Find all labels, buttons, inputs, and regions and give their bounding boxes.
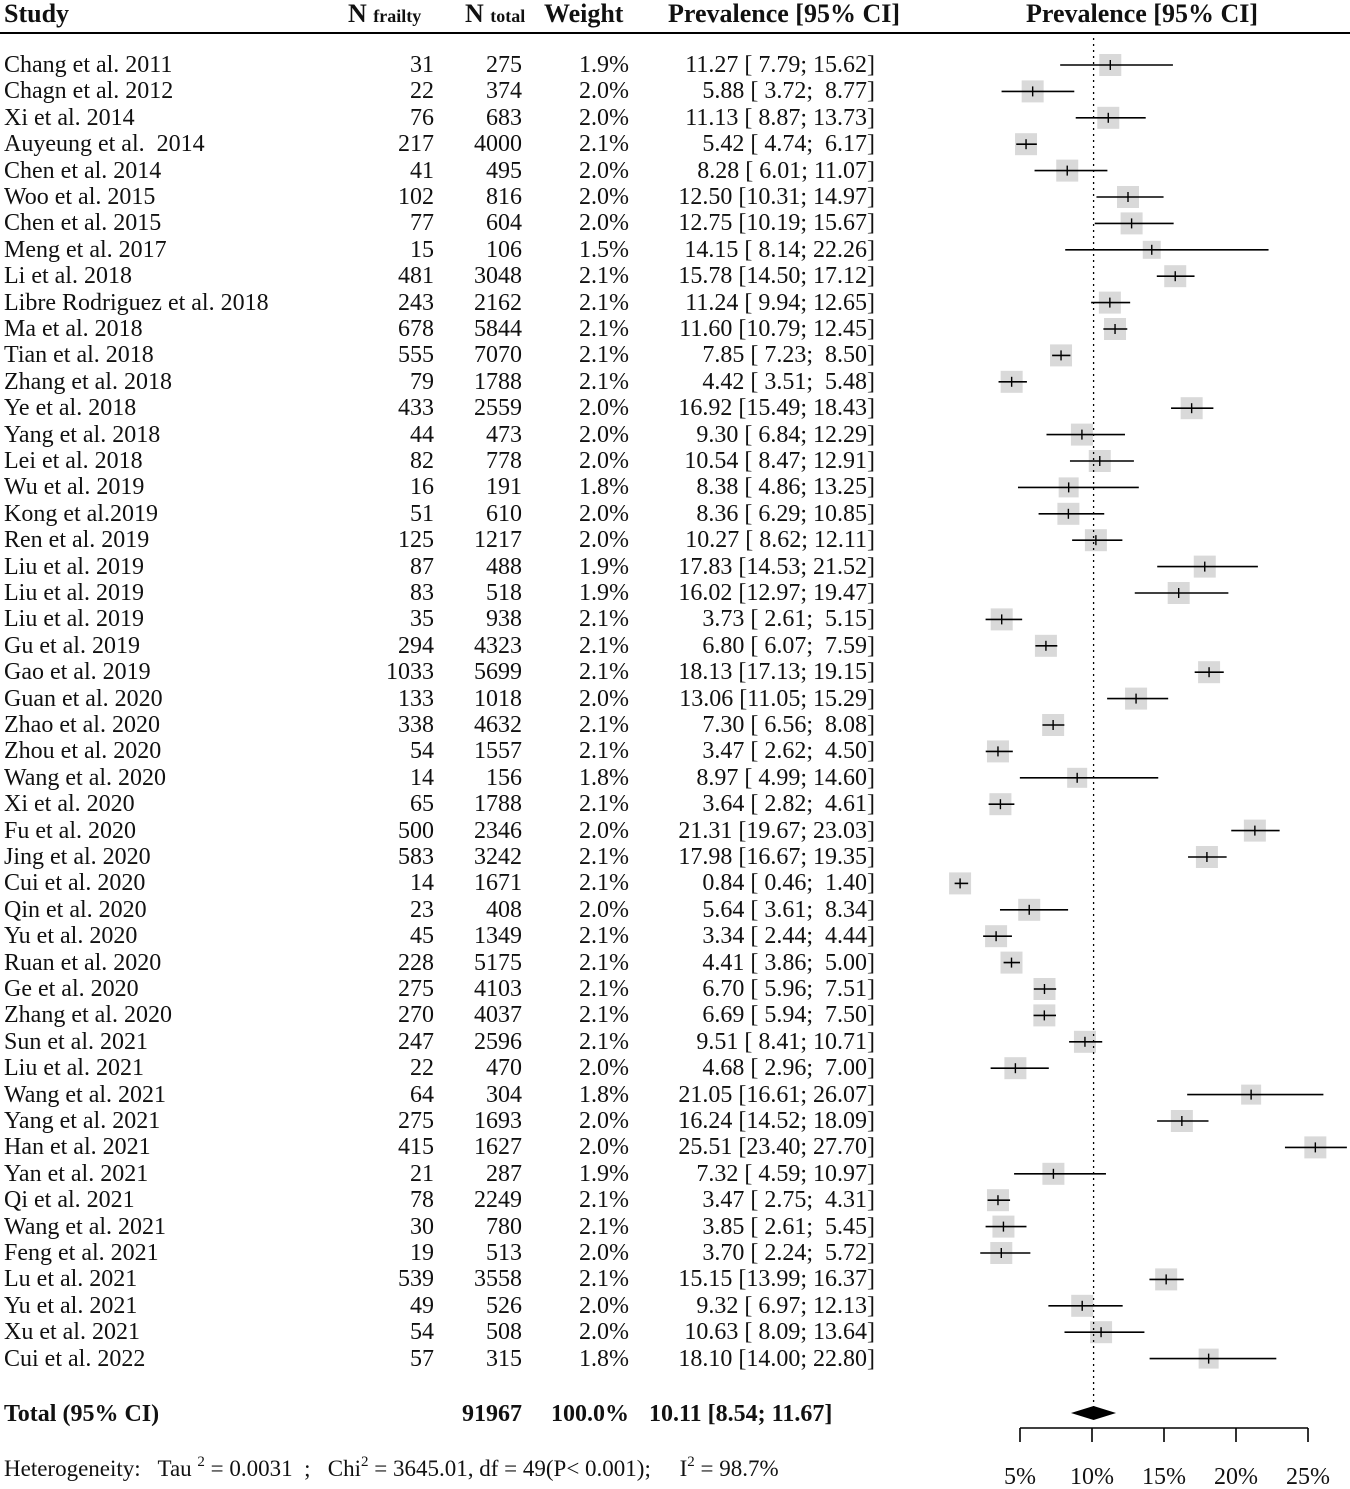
weight: 1.9% [579, 553, 629, 580]
n-total: 513 [486, 1240, 522, 1266]
study-name: Gu et al. 2019 [4, 632, 140, 659]
n-total: 488 [486, 553, 522, 580]
n-total: 938 [486, 606, 522, 633]
weight: 2.0% [579, 1319, 629, 1346]
study-name: Meng et al. 2017 [4, 236, 167, 263]
x-tick-label: 20% [1214, 1464, 1258, 1489]
n-frailty: 555 [398, 342, 434, 369]
weight: 2.1% [579, 1187, 629, 1214]
header-n-frailty-main: N [348, 0, 367, 28]
n-frailty: 16 [410, 474, 434, 501]
study-name: Lu et al. 2021 [4, 1266, 138, 1293]
n-frailty: 45 [410, 923, 434, 950]
weight: 1.8% [579, 1345, 629, 1372]
prevalence-ci: 15.78 [14.50; 17.12] [678, 263, 875, 290]
n-total: 287 [486, 1160, 522, 1187]
prevalence-ci: 15.15 [13.99; 16.37] [678, 1266, 875, 1293]
weight: 2.1% [579, 923, 629, 950]
study-name: Fu et al. 2020 [4, 817, 136, 844]
n-frailty: 65 [410, 791, 434, 818]
weight: 2.1% [579, 632, 629, 659]
n-frailty: 133 [398, 685, 434, 712]
study-name: Libre Rodriguez et al. 2018 [4, 289, 269, 316]
total-ci: 10.11 [8.54; 11.67] [649, 1401, 833, 1427]
weight: 1.5% [579, 236, 629, 263]
het-tau-sup: 2 [197, 1454, 205, 1470]
weight: 2.1% [579, 316, 629, 342]
n-total: 3558 [474, 1266, 522, 1293]
header-n-total-sub: total [490, 6, 526, 26]
weight: 2.1% [579, 870, 629, 897]
weight: 2.1% [579, 949, 629, 976]
prevalence-ci: 8.97 [ 4.99; 14.60] [696, 764, 875, 791]
weight: 2.1% [579, 712, 629, 738]
n-total: 2596 [474, 1028, 522, 1055]
header-n-frailty-sub: frailty [373, 6, 422, 26]
prevalence-ci: 5.42 [ 4.74; 6.17] [702, 131, 875, 158]
het-chi-label: Chi [327, 1456, 362, 1481]
n-frailty: 228 [398, 949, 434, 976]
n-total: 1693 [474, 1108, 522, 1134]
total-n: 91967 [462, 1401, 522, 1427]
prevalence-ci: 21.05 [16.61; 26.07] [678, 1081, 875, 1108]
prevalence-ci: 3.34 [ 2.44; 4.44] [702, 923, 875, 950]
prevalence-ci: 10.27 [ 8.62; 12.11] [685, 527, 875, 554]
n-total: 2346 [474, 817, 522, 844]
n-frailty: 79 [410, 368, 434, 395]
total-weight: 100.0% [551, 1401, 629, 1427]
study-name: Zhou et al. 2020 [4, 738, 162, 765]
study-name: Chen et al. 2015 [4, 210, 162, 237]
n-frailty: 82 [410, 448, 434, 474]
weight: 2.0% [579, 104, 629, 131]
study-name: Yang et al. 2021 [4, 1108, 161, 1134]
summary-diamond [1071, 1406, 1116, 1420]
weight: 2.0% [579, 1240, 629, 1266]
prevalence-ci: 3.47 [ 2.75; 4.31] [702, 1187, 875, 1214]
n-frailty: 64 [410, 1081, 434, 1108]
het-i-sup: 2 [687, 1454, 695, 1470]
n-total: 778 [486, 448, 522, 474]
prevalence-ci: 25.51 [23.40; 27.70] [678, 1134, 875, 1161]
n-frailty: 49 [410, 1292, 434, 1319]
weight: 2.1% [579, 1002, 629, 1029]
n-frailty: 35 [410, 606, 434, 633]
study-name: Yan et al. 2021 [4, 1160, 149, 1187]
study-name: Cui et al. 2020 [4, 870, 146, 897]
weight: 2.1% [579, 659, 629, 686]
n-frailty: 433 [398, 395, 434, 422]
study-name: Qin et al. 2020 [4, 896, 147, 923]
weight: 2.0% [579, 448, 629, 474]
study-name: Guan et al. 2020 [4, 685, 163, 712]
prevalence-ci: 12.75 [10.19; 15.67] [678, 210, 875, 237]
x-tick-label: 15% [1142, 1464, 1186, 1489]
n-frailty: 54 [410, 738, 434, 765]
n-total: 1018 [474, 685, 522, 712]
n-total: 5699 [474, 659, 522, 686]
study-name: Zhang et al. 2020 [4, 1002, 172, 1029]
study-name: Jing et al. 2020 [4, 844, 151, 870]
n-total: 106 [486, 236, 522, 263]
prevalence-ci: 0.84 [ 0.46; 1.40] [702, 870, 875, 897]
study-name: Wang et al. 2021 [4, 1081, 167, 1108]
weight: 2.1% [579, 791, 629, 818]
n-total: 2559 [474, 395, 522, 422]
n-frailty: 22 [410, 1055, 434, 1082]
weight: 2.0% [579, 896, 629, 923]
prevalence-ci: 16.02 [12.97; 19.47] [678, 580, 875, 606]
study-name: Kong et al.2019 [4, 500, 158, 527]
n-total: 1788 [474, 368, 522, 395]
study-name: Feng et al. 2021 [4, 1240, 159, 1266]
prevalence-ci: 3.85 [ 2.61; 5.45] [702, 1213, 875, 1240]
x-tick-label: 10% [1070, 1464, 1114, 1489]
weight: 2.0% [579, 527, 629, 554]
het-i-label: I [679, 1456, 688, 1481]
weight: 2.1% [579, 606, 629, 633]
n-total: 2162 [474, 289, 522, 316]
study-name: Wang et al. 2021 [4, 1213, 167, 1240]
weight: 1.8% [579, 1081, 629, 1108]
prevalence-ci: 5.64 [ 3.61; 8.34] [702, 896, 875, 923]
weight: 2.0% [579, 78, 629, 105]
n-total: 1671 [474, 870, 522, 897]
weight: 2.1% [579, 738, 629, 765]
n-total: 374 [486, 78, 522, 105]
n-frailty: 294 [398, 632, 434, 659]
n-frailty: 30 [410, 1213, 434, 1240]
prevalence-ci: 4.41 [ 3.86; 5.00] [702, 949, 875, 976]
study-name: Li et al. 2018 [4, 263, 132, 290]
weight: 2.1% [579, 844, 629, 870]
n-total: 4000 [474, 131, 522, 158]
prevalence-ci: 9.32 [ 6.97; 12.13] [696, 1292, 875, 1319]
plot-header: Prevalence [95% CI] [1026, 0, 1259, 28]
weight: 2.1% [579, 131, 629, 158]
prevalence-ci: 6.80 [ 6.07; 7.59] [702, 632, 875, 659]
prevalence-ci: 16.24 [14.52; 18.09] [678, 1108, 875, 1134]
prevalence-ci: 4.68 [ 2.96; 7.00] [702, 1055, 875, 1082]
weight: 2.0% [579, 685, 629, 712]
n-total: 1788 [474, 791, 522, 818]
weight: 2.0% [579, 1134, 629, 1161]
x-tick-label: 5% [1004, 1464, 1036, 1489]
n-frailty: 78 [410, 1187, 434, 1214]
study-name: Han et al. 2021 [4, 1134, 151, 1161]
prevalence-ci: 7.85 [ 7.23; 8.50] [702, 342, 875, 369]
total-label: Total (95% CI) [4, 1401, 160, 1427]
header-weight: Weight [544, 0, 624, 28]
weight: 1.9% [579, 1160, 629, 1187]
n-frailty: 54 [410, 1319, 434, 1346]
het-label: Heterogeneity: [4, 1456, 141, 1481]
n-frailty: 583 [398, 844, 434, 870]
weight: 1.8% [579, 474, 629, 501]
weight: 2.0% [579, 210, 629, 237]
header-study: Study [4, 0, 70, 28]
prevalence-ci: 3.64 [ 2.82; 4.61] [702, 791, 875, 818]
header-n-total-main: N [465, 0, 484, 28]
n-total: 7070 [474, 342, 522, 369]
het-chi-sup: 2 [361, 1454, 369, 1470]
n-total: 4037 [474, 1002, 522, 1029]
n-total: 3242 [474, 844, 522, 870]
weight: 2.1% [579, 1028, 629, 1055]
n-total: 2249 [474, 1187, 522, 1214]
n-total: 470 [486, 1055, 522, 1082]
n-frailty: 31 [410, 52, 434, 78]
study-name: Zhang et al. 2018 [4, 368, 172, 395]
study-name: Wang et al. 2020 [4, 764, 167, 791]
prevalence-ci: 8.36 [ 6.29; 10.85] [696, 500, 875, 527]
study-name: Ren et al. 2019 [4, 527, 150, 554]
het-sep: ; [304, 1456, 311, 1481]
study-name: Yu et al. 2021 [4, 1292, 138, 1319]
study-name: Ruan et al. 2020 [4, 949, 162, 976]
n-frailty: 217 [398, 131, 434, 158]
study-name: Ma et al. 2018 [4, 316, 143, 342]
n-total: 604 [486, 210, 522, 237]
weight: 1.8% [579, 764, 629, 791]
n-frailty: 415 [398, 1134, 434, 1161]
n-frailty: 15 [410, 236, 434, 263]
n-frailty: 22 [410, 78, 434, 105]
weight: 2.1% [579, 342, 629, 369]
n-frailty: 44 [410, 421, 434, 448]
n-total: 1627 [474, 1134, 522, 1161]
prevalence-ci: 11.13 [ 8.87; 13.73] [685, 104, 875, 131]
weight: 2.0% [579, 421, 629, 448]
prevalence-ci: 9.51 [ 8.41; 10.71] [696, 1028, 875, 1055]
n-total: 495 [486, 157, 522, 184]
study-name: Liu et al. 2019 [4, 580, 144, 606]
prevalence-ci: 4.42 [ 3.51; 5.48] [702, 368, 875, 395]
prevalence-ci: 21.31 [19.67; 23.03] [678, 817, 875, 844]
study-name: Lei et al. 2018 [4, 448, 143, 474]
prevalence-ci: 5.88 [ 3.72; 8.77] [702, 78, 875, 105]
n-total: 816 [486, 184, 522, 210]
prevalence-ci: 3.47 [ 2.62; 4.50] [702, 738, 875, 765]
study-name: Chen et al. 2014 [4, 157, 162, 184]
n-frailty: 275 [398, 976, 434, 1002]
study-name: Liu et al. 2019 [4, 553, 144, 580]
n-frailty: 678 [398, 316, 434, 342]
weight: 2.0% [579, 157, 629, 184]
n-total: 508 [486, 1319, 522, 1346]
weight: 2.0% [579, 1055, 629, 1082]
prevalence-ci: 8.38 [ 4.86; 13.25] [696, 474, 875, 501]
x-tick-label: 25% [1286, 1464, 1330, 1489]
weight: 2.0% [579, 1108, 629, 1134]
prevalence-ci: 3.73 [ 2.61; 5.15] [702, 606, 875, 633]
prevalence-ci: 17.83 [14.53; 21.52] [678, 553, 875, 580]
weight: 2.1% [579, 1266, 629, 1293]
n-frailty: 19 [410, 1240, 434, 1266]
prevalence-ci: 11.24 [ 9.94; 12.65] [685, 289, 875, 316]
study-name: Tian et al. 2018 [4, 342, 154, 369]
n-total: 1349 [474, 923, 522, 950]
n-frailty: 41 [410, 157, 434, 184]
het-tau-label: Tau [157, 1456, 192, 1481]
het-tau-value: = 0.0031 [204, 1456, 293, 1481]
n-total: 408 [486, 896, 522, 923]
weight: 2.0% [579, 395, 629, 422]
prevalence-ci: 7.30 [ 6.56; 8.08] [702, 712, 875, 738]
n-frailty: 247 [398, 1028, 434, 1055]
study-name: Ge et al. 2020 [4, 976, 139, 1002]
n-frailty: 481 [398, 263, 434, 290]
n-frailty: 500 [398, 817, 434, 844]
prevalence-ci: 9.30 [ 6.84; 12.29] [696, 421, 875, 448]
weight: 2.1% [579, 368, 629, 395]
n-total: 780 [486, 1213, 522, 1240]
n-total: 526 [486, 1292, 522, 1319]
study-name: Yang et al. 2018 [4, 421, 161, 448]
weight: 2.0% [579, 817, 629, 844]
weight: 2.1% [579, 976, 629, 1002]
n-total: 275 [486, 52, 522, 78]
n-frailty: 21 [410, 1160, 434, 1187]
n-frailty: 87 [410, 553, 434, 580]
study-name: Cui et al. 2022 [4, 1345, 146, 1372]
n-frailty: 77 [410, 210, 434, 237]
n-total: 610 [486, 500, 522, 527]
prevalence-ci: 10.54 [ 8.47; 12.91] [684, 448, 875, 474]
prevalence-ci: 17.98 [16.67; 19.35] [678, 844, 875, 870]
n-total: 304 [486, 1081, 522, 1108]
prevalence-ci: 11.60 [10.79; 12.45] [679, 316, 875, 342]
prevalence-ci: 10.63 [ 8.09; 13.64] [684, 1319, 875, 1346]
prevalence-ci: 11.27 [ 7.79; 15.62] [685, 52, 875, 78]
study-name: Liu et al. 2021 [4, 1055, 144, 1082]
weight: 2.0% [579, 500, 629, 527]
study-name: Auyeung et al. 2014 [4, 131, 205, 158]
n-frailty: 83 [410, 580, 434, 606]
n-frailty: 51 [410, 500, 434, 527]
prevalence-ci: 13.06 [11.05; 15.29] [679, 685, 875, 712]
n-total: 156 [486, 764, 522, 791]
n-frailty: 14 [410, 764, 434, 791]
n-total: 315 [486, 1345, 522, 1372]
n-frailty: 57 [410, 1345, 434, 1372]
n-frailty: 275 [398, 1108, 434, 1134]
prevalence-ci: 14.15 [ 8.14; 22.26] [684, 236, 875, 263]
study-name: Liu et al. 2019 [4, 606, 144, 633]
n-frailty: 338 [398, 712, 434, 738]
study-name: Xi et al. 2014 [4, 104, 135, 131]
het-chi-value: = 3645.01, df = 49(P< 0.001); [368, 1456, 651, 1481]
prevalence-ci: 12.50 [10.31; 14.97] [678, 184, 875, 210]
prevalence-ci: 7.32 [ 4.59; 10.97] [696, 1160, 875, 1187]
n-total: 518 [486, 580, 522, 606]
study-name: Ye et al. 2018 [4, 395, 137, 422]
study-name: Qi et al. 2021 [4, 1187, 135, 1214]
n-total: 5175 [474, 949, 522, 976]
study-name: Zhao et al. 2020 [4, 712, 160, 738]
n-frailty: 76 [410, 104, 434, 131]
study-name: Yu et al. 2020 [4, 923, 138, 950]
prevalence-ci: 3.70 [ 2.24; 5.72] [702, 1240, 875, 1266]
n-frailty: 270 [398, 1002, 434, 1029]
study-name: Chang et al. 2011 [4, 52, 173, 78]
header-prevalence-ci: Prevalence [95% CI] [668, 0, 901, 28]
n-total: 4323 [474, 632, 522, 659]
weight: 2.0% [579, 184, 629, 210]
weight: 2.1% [579, 289, 629, 316]
weight: 2.0% [579, 1292, 629, 1319]
prevalence-ci: 6.70 [ 5.96; 7.51] [702, 976, 875, 1002]
n-total: 1557 [474, 738, 522, 765]
n-total: 1217 [474, 527, 522, 554]
weight: 1.9% [579, 580, 629, 606]
study-name: Xi et al. 2020 [4, 791, 135, 818]
study-name: Wu et al. 2019 [4, 474, 145, 501]
n-total: 4632 [474, 712, 522, 738]
n-frailty: 243 [398, 289, 434, 316]
weight: 2.1% [579, 1213, 629, 1240]
n-frailty: 539 [398, 1266, 434, 1293]
n-frailty: 102 [398, 184, 434, 210]
study-name: Gao et al. 2019 [4, 659, 151, 686]
n-total: 3048 [474, 263, 522, 290]
weight: 2.1% [579, 263, 629, 290]
n-total: 191 [486, 474, 522, 501]
n-total: 4103 [474, 976, 522, 1002]
prevalence-ci: 16.92 [15.49; 18.43] [678, 395, 875, 422]
study-name: Chagn et al. 2012 [4, 78, 174, 105]
study-name: Woo et al. 2015 [4, 184, 156, 210]
n-total: 5844 [474, 316, 522, 342]
prevalence-ci: 18.10 [14.00; 22.80] [678, 1345, 875, 1372]
n-frailty: 1033 [386, 659, 434, 686]
prevalence-ci: 18.13 [17.13; 19.15] [678, 659, 875, 686]
het-i-value: = 98.7% [694, 1456, 779, 1481]
n-frailty: 125 [398, 527, 434, 554]
n-frailty: 23 [410, 896, 434, 923]
study-name: Sun et al. 2021 [4, 1028, 148, 1055]
prevalence-ci: 8.28 [ 6.01; 11.07] [697, 157, 875, 184]
n-frailty: 14 [410, 870, 434, 897]
n-total: 683 [486, 104, 522, 131]
study-name: Xu et al. 2021 [4, 1319, 140, 1346]
weight: 1.9% [579, 52, 629, 78]
n-total: 473 [486, 421, 522, 448]
prevalence-ci: 6.69 [ 5.94; 7.50] [702, 1002, 875, 1029]
